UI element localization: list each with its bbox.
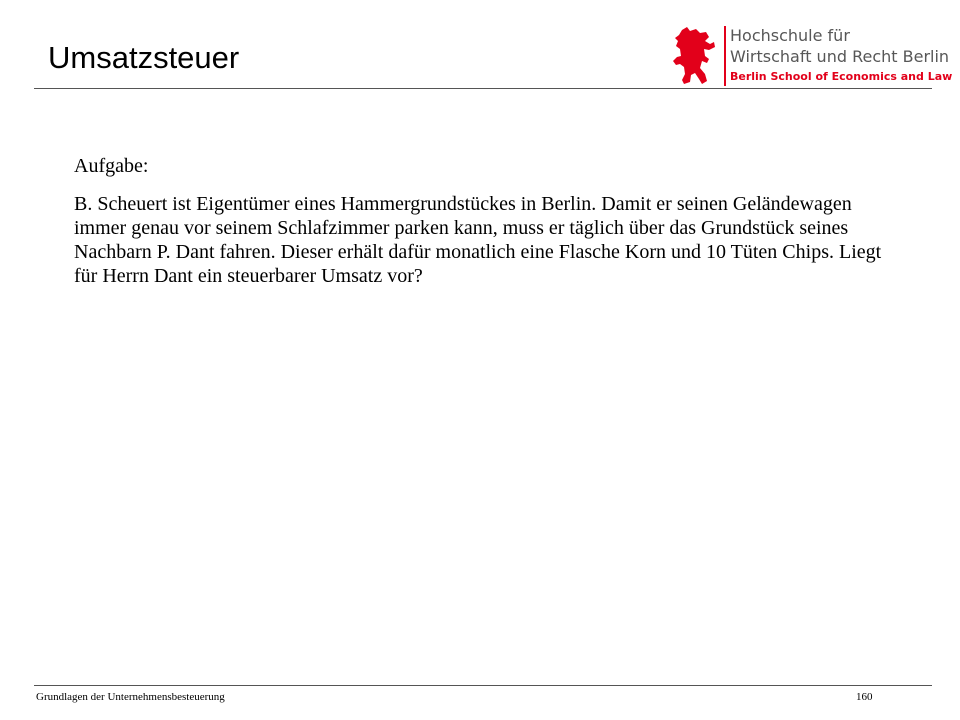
task-text: B. Scheuert ist Eigentümer eines Hammergrundstückes in Berlin. Damit er seinen Geländewagen immer genau vor seinem Schlafzimmer parken kann, muss er täglich über das Grundstück seines Nachbarn P. Dant fahren. Dieser erhält dafür monatlich eine Flasche Korn und 10 Tüten Chips. Liegt für Herrn Dant ein steuerbarer Umsatz vor? bbox=[74, 193, 882, 287]
university-logo bbox=[672, 26, 953, 88]
footer-course-title: Grundlagen der Unternehmensbesteuerung bbox=[36, 691, 225, 703]
slide-body bbox=[74, 154, 894, 288]
slide-title: Umsatzsteuer bbox=[48, 40, 240, 75]
logo-divider bbox=[724, 26, 726, 86]
task-label: Aufgabe: bbox=[74, 155, 149, 177]
title-divider bbox=[34, 88, 932, 89]
page-number: 160 bbox=[856, 691, 873, 703]
berlin-bear-icon bbox=[672, 26, 716, 86]
logo-text-line3: Berlin School of Economics and Law bbox=[730, 70, 953, 83]
logo-text-line1: Hochschule für bbox=[730, 26, 850, 45]
footer-divider bbox=[34, 685, 932, 686]
logo-text-line2: Wirtschaft und Recht Berlin bbox=[730, 47, 950, 66]
